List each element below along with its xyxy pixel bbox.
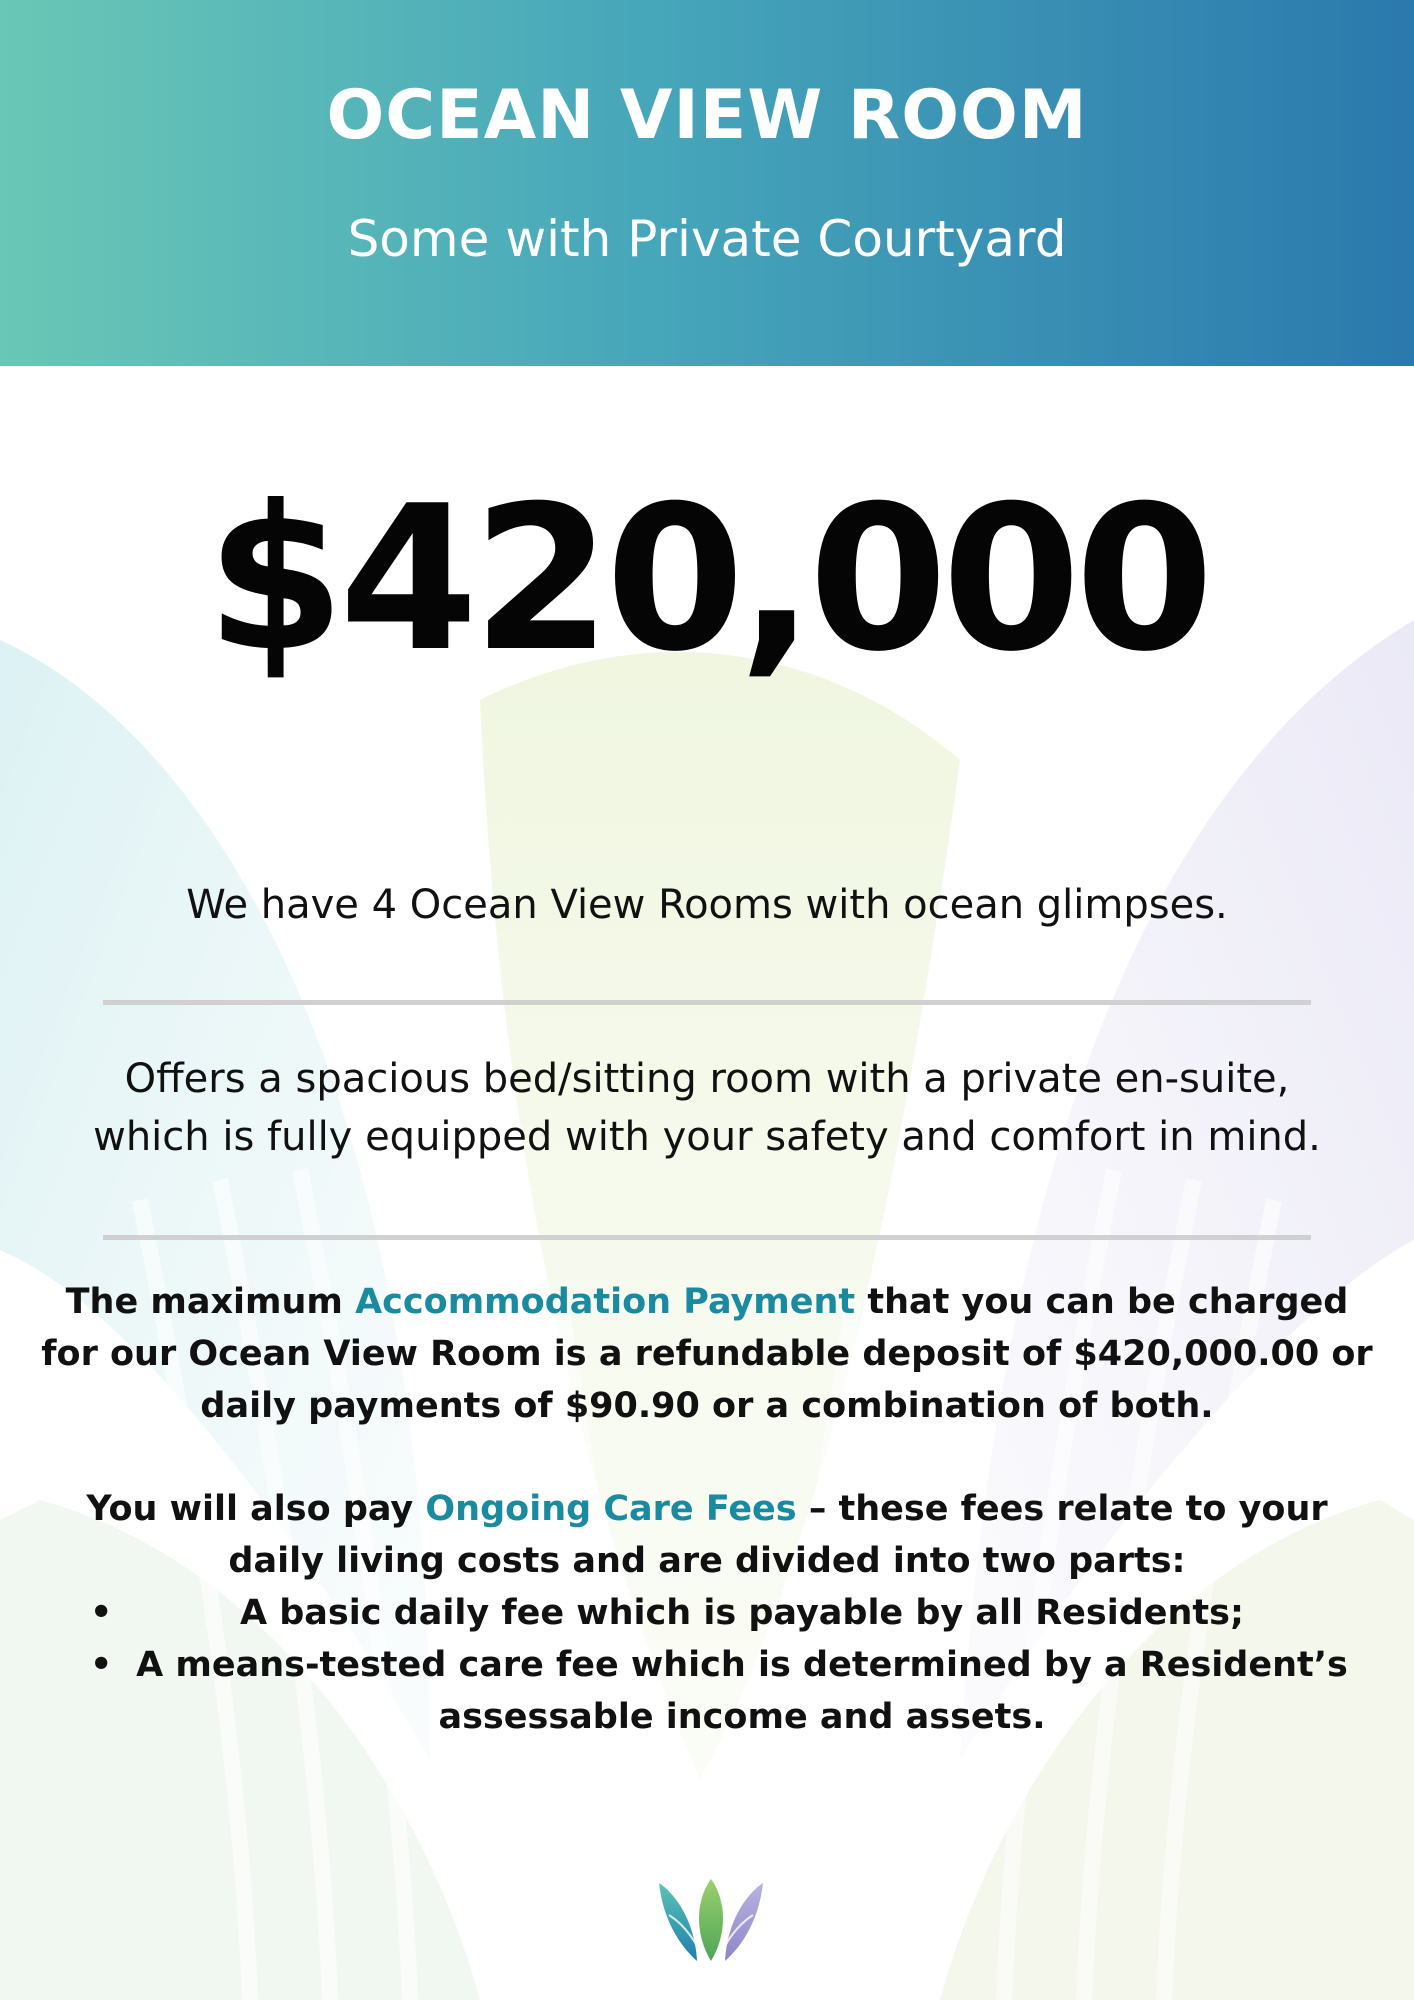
list-item xyxy=(60,1587,1374,1639)
price-display: $420,000 xyxy=(205,463,1209,696)
list-item xyxy=(60,1639,1374,1743)
bullet-icon: • xyxy=(90,1593,113,1633)
page-subtitle: Some with Private Courtyard xyxy=(347,210,1067,268)
room-description xyxy=(40,1050,1374,1166)
care-fees-paragraph xyxy=(40,1483,1374,1587)
description-line-2: which is fully equipped with your safety and comfort in mind. xyxy=(93,1114,1321,1160)
list-item-text: A means-tested care fee which is determined by a Resident’s assessable income and assets. xyxy=(136,1645,1348,1737)
page-title: OCEAN VIEW ROOM xyxy=(326,76,1088,155)
intro-text: We have 4 Ocean View Rooms with ocean glimpses. xyxy=(186,882,1228,928)
care-fees-text-before: You will also pay xyxy=(86,1489,426,1529)
accommodation-payment-highlight: Accommodation Payment xyxy=(355,1282,856,1322)
accommodation-text-after: that you can be charged for our Ocean View Room is a refundable deposit of $420,000.00 or daily payments of $90.90 or a combination of both. xyxy=(41,1282,1373,1426)
bullet-icon: • xyxy=(90,1645,113,1685)
care-fees-text-after: – these fees relate to your daily living costs and are divided into two parts: xyxy=(228,1489,1328,1581)
accommodation-payment-paragraph xyxy=(40,1276,1374,1432)
ongoing-care-fees-highlight: Ongoing Care Fees xyxy=(425,1489,797,1529)
list-item-text: A basic daily fee which is payable by all Residents; xyxy=(239,1593,1244,1633)
divider-1 xyxy=(103,1000,1311,1005)
leaf-logo-icon xyxy=(655,1875,767,1965)
description-line-1: Offers a spacious bed/sitting room with a private en-suite, xyxy=(124,1056,1290,1102)
care-fees-list xyxy=(60,1587,1374,1743)
divider-2 xyxy=(103,1235,1311,1240)
accommodation-text-before: The maximum xyxy=(65,1282,356,1322)
